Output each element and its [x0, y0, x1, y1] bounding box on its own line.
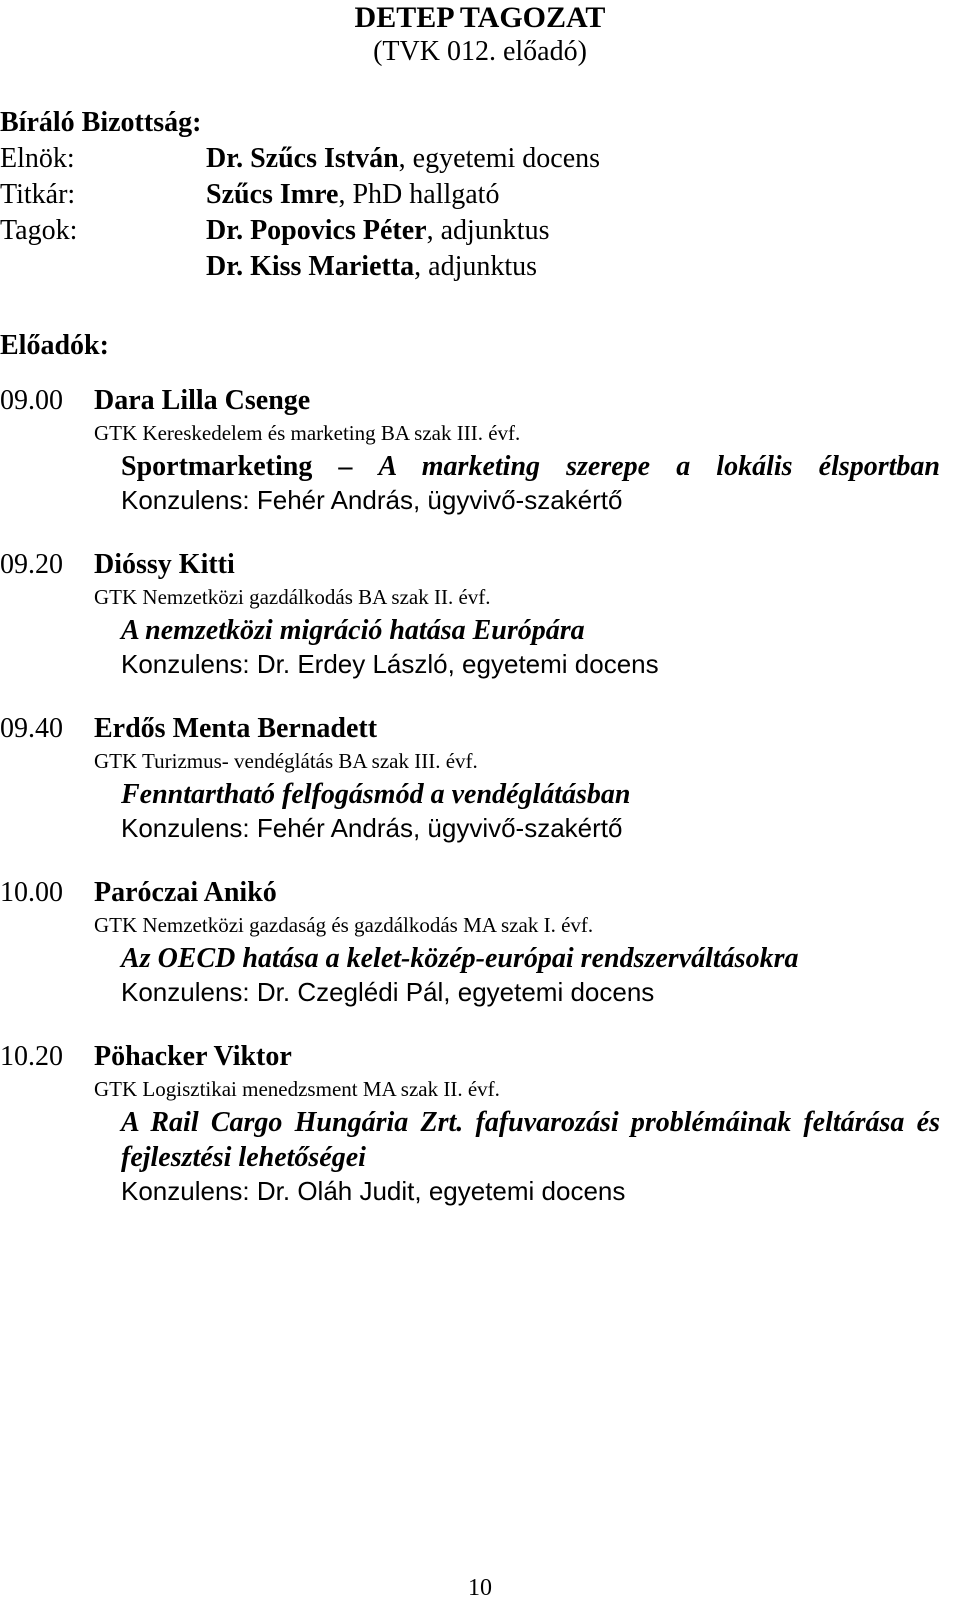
committee-row-chair	[0, 142, 960, 178]
talk-advisor: Konzulens: Dr. Oláh Judit, egyetemi docens	[121, 1176, 626, 1206]
committee-position: , PhD hallgató	[338, 179, 500, 210]
talk-speaker: Dióssy Kitti	[94, 549, 235, 580]
committee-role: Tagok:	[0, 215, 78, 246]
committee-name: Dr. Szűcs István	[206, 143, 399, 174]
committee-position: , adjunktus	[426, 215, 550, 246]
talk-program: GTK Nemzetközi gazdálkodás BA szak II. évf.	[94, 585, 491, 609]
talk-topic-title: A marketing szerepe a lokális élsportban	[378, 451, 940, 482]
talk-time: 09.40	[0, 713, 63, 744]
talk-topic: Az OECD hatása a kelet-közép-európai rendszerváltásokra	[121, 943, 799, 974]
committee-name: Dr. Popovics Péter	[206, 215, 427, 246]
committee-role: Elnök:	[0, 143, 75, 174]
talk-speaker: Erdős Menta Bernadett	[94, 713, 378, 744]
talk-topic	[121, 449, 940, 484]
talk-advisor: Konzulens: Fehér András, ügyvivő-szakértő	[121, 813, 623, 843]
talk-topic: A nemzetközi migráció hatása Európára	[121, 615, 585, 646]
talk-program: GTK Logisztikai menedzsment MA szak II. évf.	[94, 1077, 500, 1101]
talk-time: 09.20	[0, 549, 63, 580]
talk-topic: Fenntartható felfogásmód a vendéglátásban	[121, 779, 631, 810]
committee-person	[206, 178, 499, 212]
committee-row-secretary	[0, 178, 960, 214]
talk-topic: A Rail Cargo Hungária Zrt. fafuvarozási problémáinak feltárása és fejlesztési lehetőségei	[121, 1107, 940, 1173]
committee-position: , adjunktus	[414, 251, 538, 282]
talk-time: 10.00	[0, 877, 63, 908]
talk-speaker: Paróczai Anikó	[94, 877, 277, 908]
section-title: DETEP TAGOZAT	[354, 1, 606, 34]
talk-speaker: Dara Lilla Csenge	[94, 385, 311, 416]
committee-person	[206, 142, 600, 176]
talk-time: 09.00	[0, 385, 63, 416]
committee-person	[206, 250, 537, 284]
committee-row-member	[0, 214, 960, 250]
talk-advisor: Konzulens: Dr. Czeglédi Pál, egyetemi docens	[121, 977, 655, 1007]
committee-person	[206, 214, 549, 248]
section-subtitle: (TVK 012. előadó)	[373, 36, 587, 67]
talk-advisor: Konzulens: Dr. Erdey László, egyetemi docens	[121, 649, 659, 679]
committee-position: , egyetemi docens	[398, 143, 601, 174]
committee-name: Szűcs Imre	[206, 179, 339, 210]
talk-topic-prefix: Sportmarketing –	[121, 451, 379, 482]
talk-program: GTK Turizmus- vendéglátás BA szak III. évf.	[94, 749, 478, 773]
page-number: 10	[468, 1575, 492, 1601]
talk-time: 10.20	[0, 1041, 63, 1072]
presenters-heading: Előadók:	[0, 330, 109, 361]
committee-heading: Bíráló Bizottság:	[0, 107, 202, 138]
committee-row-member	[0, 250, 960, 286]
committee-name: Dr. Kiss Marietta	[206, 251, 415, 282]
committee-role: Titkár:	[0, 179, 76, 210]
talk-program: GTK Kereskedelem és marketing BA szak III. évf.	[94, 421, 521, 445]
talk-speaker: Pöhacker Viktor	[94, 1041, 292, 1072]
talk-program: GTK Nemzetközi gazdaság és gazdálkodás MA szak I. évf.	[94, 913, 594, 937]
talk-advisor: Konzulens: Fehér András, ügyvivő-szakértő	[121, 485, 623, 515]
